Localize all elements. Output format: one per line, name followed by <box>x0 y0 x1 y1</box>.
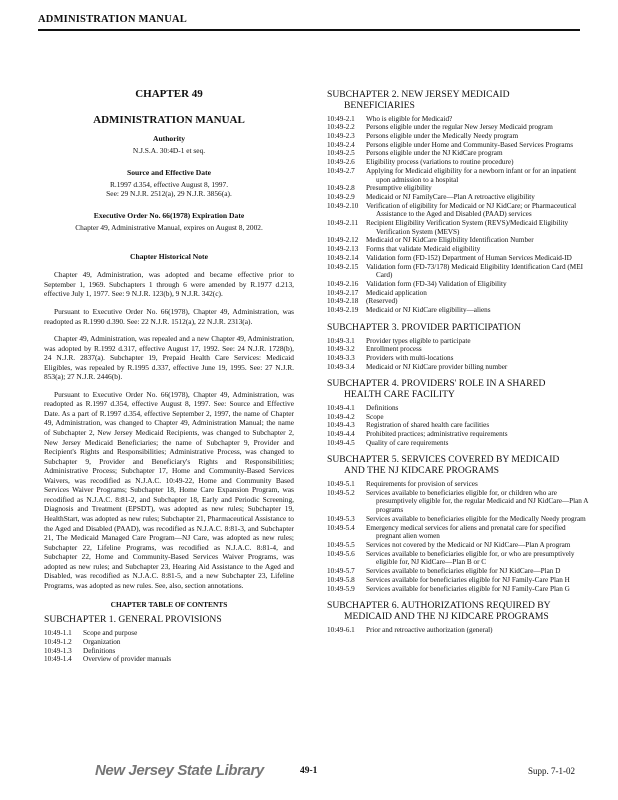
toc-item: 10:49-4.5 Quality of care requirements <box>327 438 449 447</box>
subchapter-4-list <box>327 404 589 448</box>
supplement-date: Supp. 7-1-02 <box>528 766 575 776</box>
toc-item: 10:49-3.3 Providers with multi-locations <box>327 353 454 362</box>
table-of-contents-heading: CHAPTER TABLE OF CONTENTS <box>110 600 228 610</box>
toc-item: 10:49-2.12 Medicaid or NJ KidCare Eligibility Identification Number <box>327 236 534 245</box>
toc-item: 10:49-2.6 Eligibility process (variations to routine procedure) <box>327 158 514 167</box>
source-heading: Source and Effective Date <box>126 167 211 177</box>
header-rule <box>38 29 580 31</box>
toc-item: 10:49-4.2 Scope <box>327 412 384 421</box>
toc-item: 10:49-2.1 Who is eligible for Medicaid? <box>327 114 453 123</box>
historical-note-paragraph: Pursuant to Executive Order No. 66(1978), Chapter 49, Administration, was readopted as R.1990 d.390. See: 22 N.J.R. 1512(a), 22 N.J.R. 2313(a). <box>44 307 294 326</box>
chapter-title: ADMINISTRATION MANUAL <box>93 114 245 126</box>
toc-item: 10:49-3.1 Provider types eligible to participate <box>327 336 471 345</box>
toc-item: 10:49-1.4 Overview of provider manuals <box>44 655 172 664</box>
left-column <box>44 88 294 672</box>
historical-note-heading: Chapter Historical Note <box>130 252 208 262</box>
executive-order-text: Chapter 49, Administrative Manual, expires on August 8, 2002. <box>75 222 263 232</box>
toc-item: 10:49-2.16 Validation form (FD-34) Validation of Eligibility <box>327 279 507 288</box>
toc-item: 10:49-5.5 Services not covered by the Medicaid or NJ KidCare—Plan A program <box>327 541 571 549</box>
toc-item: 10:49-5.6 Services available to beneficiaries eligible for, or who are presumptively eligible for, NJ KidCare—Plan B or C <box>327 549 575 567</box>
toc-item: 10:49-5.3 Services available to beneficiaries eligible for the Medically Needy program <box>327 514 586 523</box>
toc-item: 10:49-2.3 Persons eligible under the Medically Needy program <box>327 132 519 140</box>
toc-item: 10:49-2.9 Medicaid or NJ FamilyCare—Plan A retroactive eligibility <box>327 192 535 201</box>
toc-item: 10:49-5.8 Services available for beneficiaries eligible for NJ Family-Care Plan H <box>327 575 570 584</box>
historical-note-paragraph: Chapter 49, Administration, was adopted and became effective prior to September 1, 1969. Subchapters 1 through 6 were amended by R.1977 d.213, effective July 1, 1977. See: 9 N.J.R. 123(b), 9 N.J.R. 342(c). <box>44 270 294 299</box>
toc-item: 10:49-2.14 Validation form (FD-152) Department of Human Services Medicaid-ID <box>327 253 572 262</box>
toc-item: 10:49-2.11 Recipient Eligibility Verification System (REVS)/Medicaid Eligibility Verification System (MEVS) <box>327 219 569 236</box>
toc-item: 10:49-2.19 Medicaid or NJ KidCare eligibility—aliens <box>327 306 491 315</box>
toc-item: 10:49-4.4 Prohibited practices; administrative requirements <box>327 430 508 439</box>
toc-item: 10:49-1.2 Organization <box>44 637 121 646</box>
toc-item: 10:49-2.8 Presumptive eligibility <box>327 184 432 193</box>
toc-item: 10:49-2.18 (Reserved) <box>327 297 398 306</box>
toc-item: 10:49-6.1 Prior and retroactive authorization (general) <box>327 625 493 634</box>
toc-item: 10:49-5.4 Emergency medical services for aliens and prenatal care for specified pregnant alien women <box>327 523 566 541</box>
historical-note-paragraph: Chapter 49, Administration, was repealed and a new Chapter 49, Administration, was adopted by R.1992 d.317, effective August 17, 1992. See: 24 N.J.R. 1728(b), 24 N.J.R. 2837(a). Subchapter 19, Prepaid Health Care Services: Medicaid Eligibles, was repealed by R.1995 d.337, effective June 19, 1995. See: 27 N.J.R. 853(a); 27 N.J.R. 2446(b). <box>44 334 294 382</box>
toc-item: 10:49-4.3 Registration of shared health care facilities <box>327 421 490 430</box>
toc-item: 10:49-1.3 Definitions <box>44 646 116 655</box>
toc-item: 10:49-2.15 Validation form (FD-73/178) Medicaid Eligibility Identification Card (MEI Card) <box>327 262 583 280</box>
toc-item: 10:49-2.5 Persons eligible under the NJ KidCare program <box>327 149 503 158</box>
source-line-2: See: 29 N.J.R. 2512(a), 29 N.J.R. 3856(a). <box>106 189 232 199</box>
subchapter-4-heading: SUBCHAPTER 4. PROVIDERS' ROLE IN A SHARED HEALTH CARE FACILITY <box>327 378 546 401</box>
toc-item: 10:49-5.7 Services available to beneficiaries eligible for NJ KidCare—Plan D <box>327 567 561 576</box>
subchapter-3-heading: SUBCHAPTER 3. PROVIDER PARTICIPATION <box>327 321 521 333</box>
toc-item: 10:49-2.17 Medicaid application <box>327 288 427 297</box>
subchapter-2-heading: SUBCHAPTER 2. NEW JERSEY MEDICAID BENEFICIARIES <box>327 89 510 111</box>
executive-order-heading: Executive Order No. 66(1978) Expiration Date <box>93 210 245 220</box>
subchapter-1-heading: SUBCHAPTER 1. GENERAL PROVISIONS <box>44 614 222 626</box>
historical-note-paragraph: Pursuant to Executive Order No. 66(1978), Chapter 49, Administration, was readopted as R.1997 d.354, effective August 8, 1997. See: Source and Effective Date. As a part of R.1997 d.354, effective September 2, 1997, the name of Chapter 49, Administration, was changed to Chapter 49, Administration Manual; the name of Subchapter 2, New Jersey Medicaid Recipients, was changed to Subchapter 2, New Jersey Medicaid Beneficiaries; the name of Subchapter 9, Provider and Recipient's Rights and Responsibilities; Administrative Process, was changed to Subchapter 9, Provider and Beneficiary's Rights and Responsibilities; Administrative Process; Subchapter 17, Home and Community-Based Services Waivers, was recodified as N.J.A.C. 10:49-22, Home and Community Based Services Waiver Programs; Subchapter 18, Home Care Expansion Program, was recodified as N.J.A.C. 8:81-2, and Subchapter 18, Early and Periodic Screening, Diagnosis and Treatment (EPSDT), was adopted as new rules; Subchapter 19, HealthStart, was adopted as new rules; Subchapter 21, Pharmaceutical Assistance to the Aged and Disabled (PAAD), was recodified as N.J.A.C. 8:81-3, and Subchapter 21, The Medicaid Managed Care Program—NJ Care, was adopted as new rules; Subchapter 22, Lifeline Programs, was recodified as N.J.A.C. 8:81-4, and Subchapter 22, Home and Community-Based Services Waiver Programs, was adopted as new rules; and Subchapter 23, Hearing Aid Assistance to the Aged and Disabled, was recodified as N.J.A.C. 8:81-5, and a new Subchapter 23, Lifeline Programs, was adopted as new rules. See, also, section annotations. <box>44 389 294 590</box>
subchapter-1-list <box>44 629 294 664</box>
right-column <box>327 86 589 643</box>
toc-item: 10:49-5.1 Requirements for provision of services <box>327 480 478 489</box>
subchapter-2-list <box>327 115 589 315</box>
toc-item: 10:49-2.7 Applying for Medicaid eligibility for a newborn infant or for an inpatient upon admission to a hospital <box>327 166 577 184</box>
chapter-number: CHAPTER 49 <box>135 88 203 100</box>
authority-heading: Authority <box>152 134 186 143</box>
subchapter-6-list <box>327 626 589 635</box>
subchapter-5-list <box>327 480 589 593</box>
toc-item: 10:49-1.1 Scope and purpose <box>44 629 138 638</box>
subchapter-3-list <box>327 337 589 372</box>
toc-item: 10:49-3.4 Medicaid or NJ KidCare provider billing number <box>327 362 508 371</box>
authority-text: N.J.S.A. 30:4D-1 et seq. <box>132 146 206 155</box>
page-number: 49-1 <box>300 766 318 776</box>
subchapter-6-heading: SUBCHAPTER 6. AUTHORIZATIONS REQUIRED BY MEDICAID AND THE NJ KIDCARE PROGRAMS <box>327 600 551 623</box>
library-stamp: New Jersey State Library <box>95 762 264 779</box>
toc-item: 10:49-2.4 Persons eligible under Home and Community-Based Services Programs <box>327 140 574 149</box>
toc-item: 10:49-4.1 Definitions <box>327 403 399 412</box>
toc-item: 10:49-3.2 Enrollment process <box>327 345 422 354</box>
source-line-1: R.1997 d.354, effective August 8, 1997. <box>109 179 229 189</box>
subchapter-5-heading: SUBCHAPTER 5. SERVICES COVERED BY MEDICAID AND THE NJ KIDCARE PROGRAMS <box>327 454 560 477</box>
toc-item: 10:49-5.9 Services available for beneficiaries eligible for NJ Family-Care Plan G <box>327 584 570 593</box>
toc-item: 10:49-5.2 Services available to beneficiaries eligible for, or children who are presumptively eligible for, the regular Medicaid and NJ KidCare—Plan A programs <box>327 488 589 515</box>
toc-item: 10:49-2.13 Forms that validate Medicaid eligibility <box>327 245 481 254</box>
toc-item: 10:49-2.10 Verification of eligibility for Medicaid or NJ KidCare; or Pharmaceutical Assistance to the Aged and Disabled (PAAD) services <box>327 201 577 219</box>
toc-item: 10:49-2.2 Persons eligible under the regular New Jersey Medicaid program <box>327 123 553 132</box>
running-head: ADMINISTRATION MANUAL <box>38 14 187 25</box>
